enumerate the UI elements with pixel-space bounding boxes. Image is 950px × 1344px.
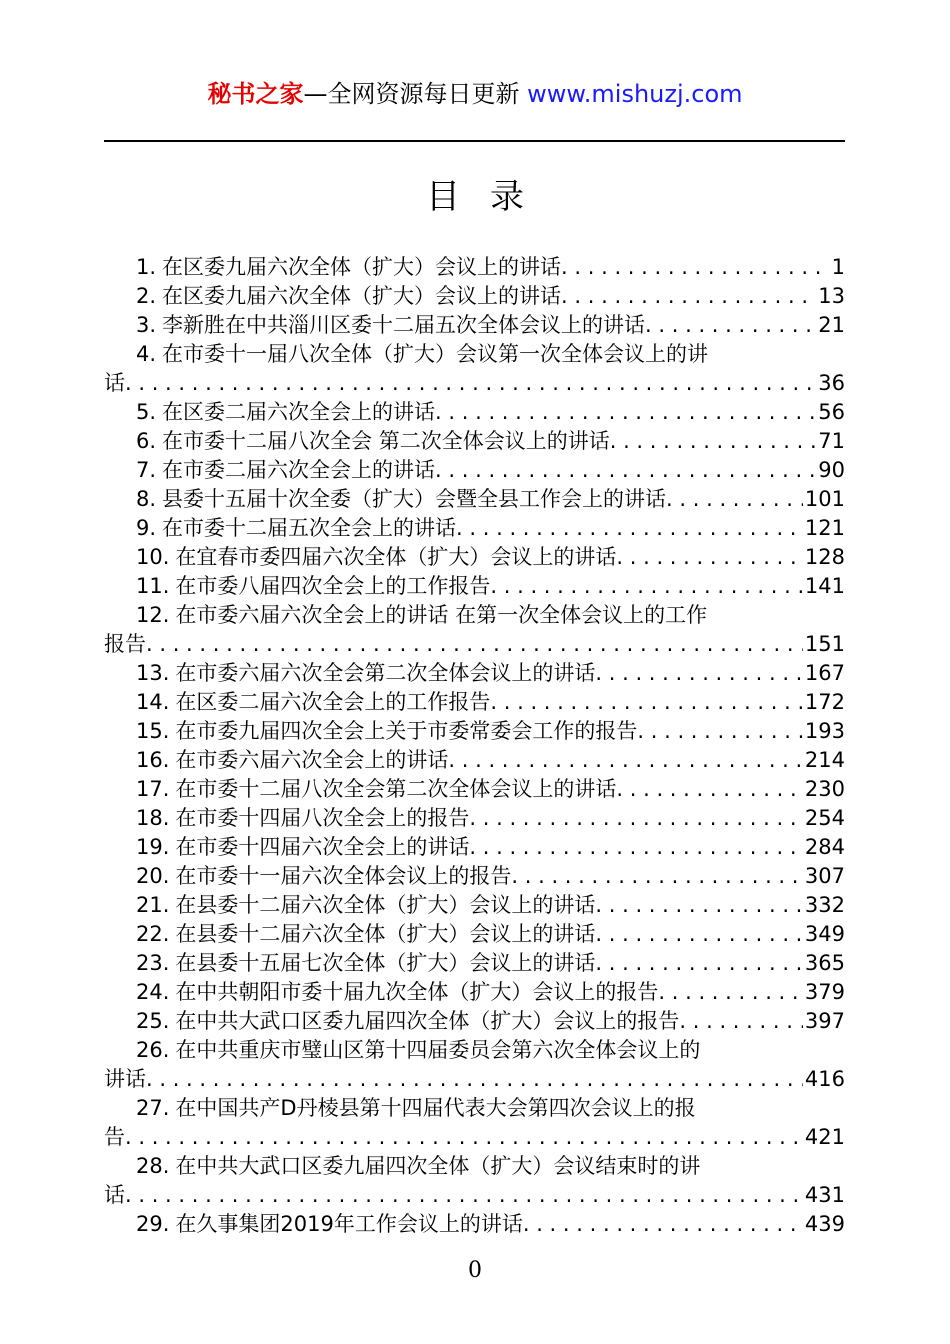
toc-entry-title: [136, 862, 511, 891]
toc-page-number: 416: [804, 1067, 845, 1091]
toc-entry[interactable]: [104, 282, 845, 311]
toc-entry-number: 6.: [136, 429, 157, 453]
toc-entry-text: 在区委二届六次全会上的工作报告: [175, 690, 491, 714]
toc-page-number: 365: [804, 951, 845, 975]
toc-entry-title: [136, 253, 561, 282]
toc-entry-title: [136, 1210, 523, 1239]
toc-entry-number: 27.: [136, 1096, 170, 1120]
dot-leader: [679, 1007, 803, 1036]
toc-entry-title: [136, 601, 707, 630]
toc-page-number: 128: [804, 545, 845, 569]
toc-entry[interactable]: [104, 1152, 845, 1210]
toc-entry-continuation: 话: [104, 1183, 125, 1207]
dot-leader: [435, 398, 816, 427]
dot-leader: [658, 978, 803, 1007]
toc-page-number: 167: [804, 661, 845, 685]
dot-leader: [595, 659, 803, 688]
toc-entry[interactable]: [104, 1094, 845, 1152]
toc-entry-text: 在市委八届四次全会上的工作报告: [175, 574, 491, 598]
toc-page-number: 284: [804, 835, 845, 859]
toc-entry-title: [136, 398, 435, 427]
dot-leader: [146, 630, 803, 659]
dot-leader: [645, 311, 816, 340]
toc-entry-number: 5.: [136, 400, 157, 424]
toc-entry-number: 10.: [136, 545, 170, 569]
toc-entry[interactable]: [104, 572, 845, 601]
header-tagline: —全网资源每日更新: [303, 80, 520, 108]
toc-entry-text: 在县委十二届六次全体（扩大）会议上的讲话: [175, 922, 596, 946]
toc-entry-text: 在县委十五届七次全体（扩大）会议上的讲话: [175, 951, 596, 975]
toc-entry-number: 26.: [136, 1038, 170, 1062]
toc-page-number: 193: [804, 719, 845, 743]
toc-entry[interactable]: [104, 456, 845, 485]
toc-entry-text: 在市委二届六次全会上的讲话: [162, 458, 436, 482]
dot-leader: [610, 427, 817, 456]
toc-page-number: 151: [804, 632, 845, 656]
toc-page-number: 56: [818, 400, 845, 424]
toc-entry[interactable]: [104, 862, 845, 891]
toc-entry-number: 28.: [136, 1154, 170, 1178]
toc-entry-text: 在中共大武口区委九届四次全体（扩大）会议上的报告: [175, 1009, 680, 1033]
toc-page-number: 121: [804, 516, 845, 540]
dot-leader: [125, 369, 816, 398]
dot-leader: [125, 1181, 803, 1210]
dot-leader: [561, 282, 816, 311]
toc-entry-title: [136, 1007, 679, 1036]
toc-entry-number: 8.: [136, 487, 157, 511]
toc-page-number: 307: [804, 864, 845, 888]
toc-page-number: 431: [804, 1183, 845, 1207]
toc-entry-text: 在市委六届六次全会上的讲话 在第一次全体会议上的工作: [175, 603, 708, 627]
toc-page-number: 379: [804, 980, 845, 1004]
toc-entry-text: 在中国共产D丹棱县第十四届代表大会第四次会议上的报: [175, 1096, 696, 1120]
toc-entry-title: [136, 311, 645, 340]
toc-entry-title: [136, 514, 456, 543]
toc-entry[interactable]: [104, 949, 845, 978]
toc-entry[interactable]: [104, 920, 845, 949]
toc-entry-number: 1.: [136, 255, 157, 279]
toc-entry-text: 在市委十四届六次全会上的讲话: [175, 835, 470, 859]
toc-entry-text: 李新胜在中共淄川区委十二届五次全体会议上的讲话: [162, 313, 646, 337]
dot-leader: [456, 514, 803, 543]
toc-entry[interactable]: [104, 659, 845, 688]
dot-leader: [448, 746, 803, 775]
toc-entry-number: 9.: [136, 516, 157, 540]
dot-leader: [616, 775, 803, 804]
toc-entry-continuation: 话: [104, 371, 125, 395]
toc-page-number: 71: [818, 429, 845, 453]
toc-page-number: 1: [831, 255, 845, 279]
toc-entry[interactable]: [104, 485, 845, 514]
dot-leader: [595, 891, 803, 920]
dot-leader: [490, 572, 803, 601]
toc-entry[interactable]: [104, 398, 845, 427]
toc-entry-text: 在市委十二届八次全会 第二次全体会议上的讲话: [162, 429, 610, 453]
toc-page-number: 254: [804, 806, 845, 830]
toc-entry[interactable]: [104, 340, 845, 398]
toc-entry-continuation: 告: [104, 1125, 125, 1149]
toc-page-number: 21: [818, 313, 845, 337]
dot-leader: [637, 717, 803, 746]
toc-entry-title: [136, 1094, 696, 1123]
toc-entry[interactable]: [104, 688, 845, 717]
header-divider: [104, 140, 845, 142]
toc-entry-title: [136, 775, 616, 804]
table-of-contents: [104, 253, 845, 1239]
toc-entry-title: [136, 340, 708, 369]
toc-entry-text: 在市委十二届五次全会上的讲话: [162, 516, 457, 540]
toc-entry-number: 12.: [136, 603, 170, 627]
toc-entry-title: [136, 282, 561, 311]
toc-entry[interactable]: [104, 746, 845, 775]
toc-page-number: 172: [804, 690, 845, 714]
toc-entry[interactable]: [104, 514, 845, 543]
toc-entry-continuation: 讲话: [104, 1067, 146, 1091]
toc-entry[interactable]: [104, 833, 845, 862]
dot-leader: [511, 862, 803, 891]
dot-leader: [469, 804, 803, 833]
toc-entry-number: 7.: [136, 458, 157, 482]
toc-entry-number: 20.: [136, 864, 170, 888]
toc-page-number: 421: [804, 1125, 845, 1149]
toc-entry[interactable]: [104, 775, 845, 804]
toc-entry-text: 在市委六届六次全会第二次全体会议上的讲话: [175, 661, 596, 685]
toc-entry-text: 在市委十一届六次全体会议上的报告: [175, 864, 512, 888]
toc-entry-text: 在市委十一届八次全体（扩大）会议第一次全体会议上的讲: [162, 342, 709, 366]
toc-entry-title: [136, 978, 658, 1007]
toc-entry-number: 14.: [136, 690, 170, 714]
toc-entry-text: 在区委二届六次全会上的讲话: [162, 400, 436, 424]
dot-leader: [125, 1123, 803, 1152]
toc-page-number: 230: [804, 777, 845, 801]
toc-entry[interactable]: [104, 253, 845, 282]
toc-entry[interactable]: [104, 1210, 845, 1239]
toc-entry-title: [136, 949, 595, 978]
toc-entry-title: [136, 485, 666, 514]
toc-entry-text: 县委十五届十次全委（扩大）会暨全县工作会上的讲话: [162, 487, 667, 511]
toc-page-number: 214: [804, 748, 845, 772]
dot-leader: [146, 1065, 803, 1094]
page-title: 目录: [426, 177, 554, 217]
dot-leader: [561, 253, 830, 282]
toc-entry-text: 在市委九届四次全会上关于市委常委会工作的报告: [175, 719, 638, 743]
toc-page-number: 349: [804, 922, 845, 946]
toc-entry[interactable]: [104, 891, 845, 920]
toc-entry-text: 在中共大武口区委九届四次全体（扩大）会议结束时的讲: [175, 1154, 701, 1178]
toc-page-number: 101: [804, 487, 845, 511]
toc-entry-title: [136, 572, 490, 601]
site-header: [0, 78, 950, 110]
brand-name: 秘书之家: [207, 80, 304, 108]
dot-leader: [435, 456, 816, 485]
toc-entry-number: 3.: [136, 313, 157, 337]
toc-entry-title: [136, 746, 448, 775]
toc-entry-number: 18.: [136, 806, 170, 830]
toc-entry-continuation: 报告: [104, 632, 146, 656]
dot-leader: [616, 543, 803, 572]
toc-entry-title: [136, 891, 595, 920]
toc-entry-text: 在市委六届六次全会上的讲话: [175, 748, 449, 772]
toc-entry-title: [136, 1036, 700, 1065]
toc-entry-number: 17.: [136, 777, 170, 801]
toc-entry-text: 在区委九届六次全体（扩大）会议上的讲话: [162, 284, 562, 308]
toc-entry[interactable]: [104, 717, 845, 746]
toc-page-number: 332: [804, 893, 845, 917]
toc-entry[interactable]: [104, 1007, 845, 1036]
toc-entry-title: [136, 456, 435, 485]
toc-page-number: 36: [818, 371, 845, 395]
toc-entry-title: [136, 427, 610, 456]
toc-entry[interactable]: [104, 804, 845, 833]
toc-entry-title: [136, 688, 490, 717]
toc-entry-title: [136, 833, 469, 862]
toc-entry-text: 在中共朝阳市委十届九次全体（扩大）会议上的报告: [175, 980, 659, 1004]
dot-leader: [666, 485, 803, 514]
toc-page-number: 397: [804, 1009, 845, 1033]
toc-entry-number: 25.: [136, 1009, 170, 1033]
toc-entry[interactable]: [104, 601, 845, 659]
toc-page-number: 90: [818, 458, 845, 482]
toc-entry-text: 在县委十二届六次全体（扩大）会议上的讲话: [175, 893, 596, 917]
toc-entry-number: 19.: [136, 835, 170, 859]
site-url-link[interactable]: www.mishuzj.com: [527, 80, 743, 108]
toc-entry-text: 在区委九届六次全体（扩大）会议上的讲话: [162, 255, 562, 279]
toc-entry-number: 13.: [136, 661, 170, 685]
toc-entry-number: 23.: [136, 951, 170, 975]
toc-entry-number: 15.: [136, 719, 170, 743]
toc-entry[interactable]: [104, 311, 845, 340]
dot-leader: [523, 1210, 803, 1239]
toc-entry-title: [136, 804, 469, 833]
toc-page-number: 13: [818, 284, 845, 308]
dot-leader: [595, 949, 803, 978]
toc-entry-number: 16.: [136, 748, 170, 772]
toc-entry-title: [136, 717, 637, 746]
toc-entry-number: 11.: [136, 574, 170, 598]
toc-entry-title: [136, 920, 595, 949]
toc-entry-text: 在市委十四届八次全会上的报告: [175, 806, 470, 830]
toc-entry-title: [136, 659, 595, 688]
toc-entry[interactable]: [104, 1036, 845, 1094]
toc-entry-number: 29.: [136, 1212, 170, 1236]
toc-entry-number: 21.: [136, 893, 170, 917]
toc-entry-title: [136, 543, 616, 572]
toc-entry-number: 4.: [136, 342, 157, 366]
toc-entry-title: [136, 1152, 700, 1181]
toc-entry[interactable]: [104, 427, 845, 456]
toc-entry-number: 22.: [136, 922, 170, 946]
toc-page-number: 439: [804, 1212, 845, 1236]
toc-entry-text: 在久事集团2019年工作会议上的讲话: [175, 1212, 523, 1236]
toc-entry-text: 在宜春市委四届六次全体（扩大）会议上的讲话: [175, 545, 617, 569]
toc-entry-text: 在中共重庆市璧山区第十四届委员会第六次全体会议上的: [175, 1038, 701, 1062]
toc-entry-number: 2.: [136, 284, 157, 308]
page-number: 0: [468, 1258, 482, 1283]
toc-entry-text: 在市委十二届八次全会第二次全体会议上的讲话: [175, 777, 617, 801]
dot-leader: [490, 688, 803, 717]
dot-leader: [595, 920, 803, 949]
toc-entry[interactable]: [104, 978, 845, 1007]
toc-page-number: 141: [804, 574, 845, 598]
toc-entry-number: 24.: [136, 980, 170, 1004]
toc-entry[interactable]: [104, 543, 845, 572]
dot-leader: [469, 833, 803, 862]
